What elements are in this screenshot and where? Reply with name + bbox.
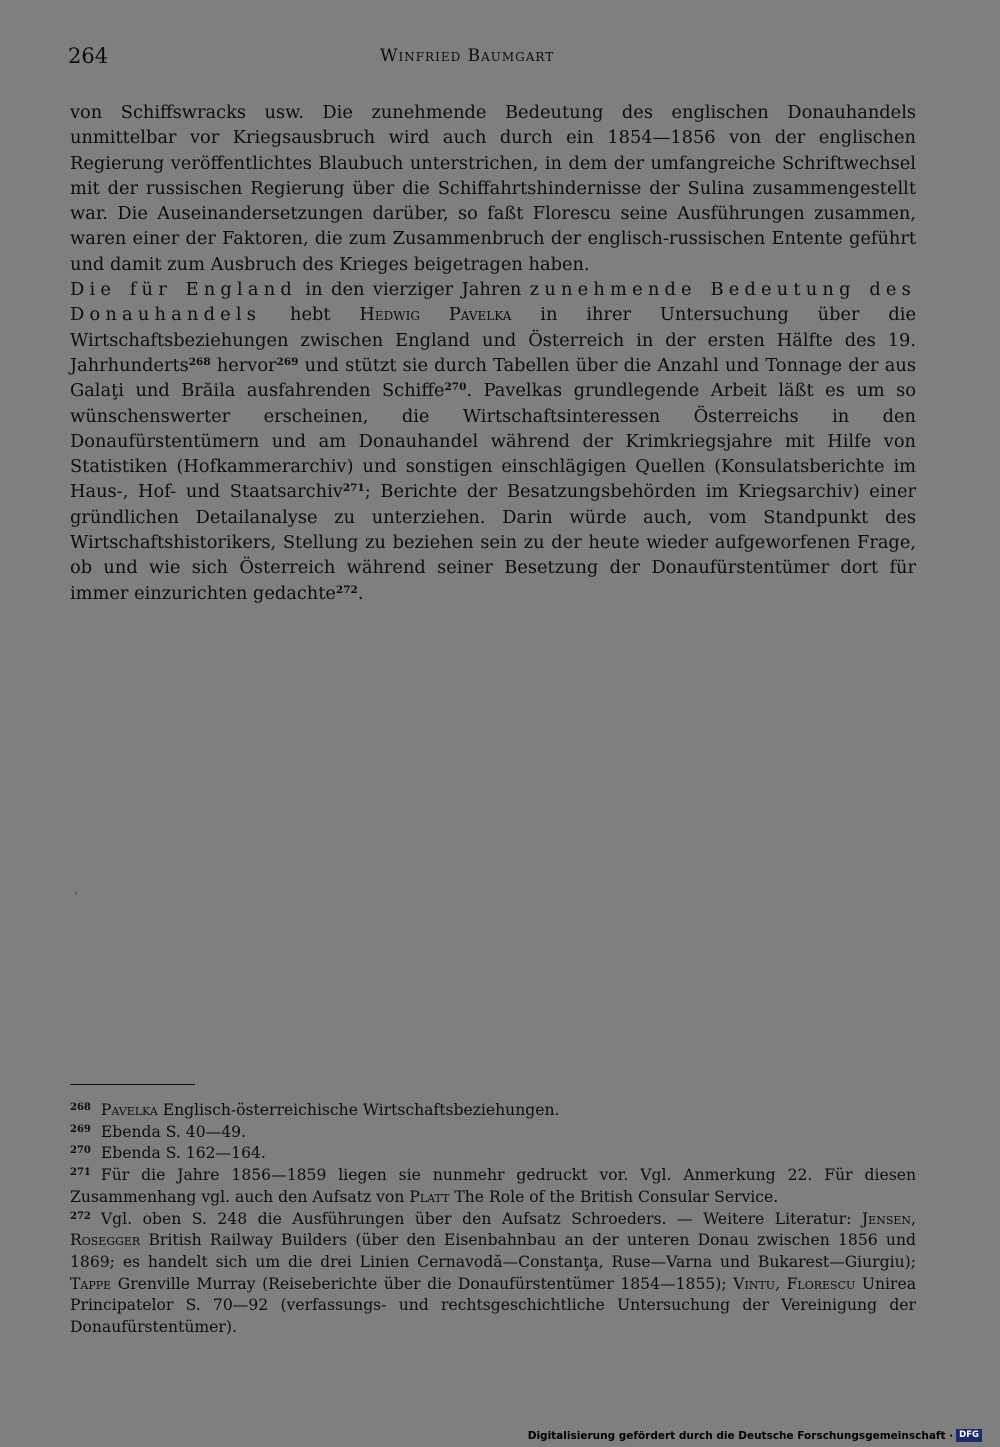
footnote-271 (70, 1165, 916, 1208)
footnote-number: 271 (70, 1167, 91, 1179)
text-run: in den vierziger Jahren (296, 279, 530, 301)
text-run: in ihrer Untersuchung über die Wirtschaftsbeziehungen zwischen England und Österreich in der ersten Hälfte des 19. Jahrhunderts (70, 304, 916, 376)
author-name: Vintu (733, 1274, 776, 1293)
author-name: Tappe (70, 1274, 112, 1293)
footnote-text: Ebenda S. 40—49. (100, 1122, 247, 1141)
page-number: 264 (68, 44, 109, 68)
text-run: ; Berichte der Besatzungsbehörden im Kriegsarchiv) einer gründlichen Detailanalyse zu unterziehen. Darin würde auch, vom Standpunkt des Wirtschaftshistorikers, Stellung zu beziehen sein zu der heute wieder aufgeworfenen Frage, ob und wie sich Österreich während seiner Besetzung der Donaufürstentümer dort für immer einzurichten gedachte (70, 481, 916, 604)
footnote-text: , (911, 1209, 916, 1228)
author-name: Pavelka (100, 1101, 158, 1119)
footnote-ref-271: 271 (342, 482, 365, 495)
footnote-text: , (775, 1274, 787, 1293)
dfg-logo: DFG (956, 1429, 982, 1442)
text-run: hervor (210, 354, 277, 376)
footnote-ref-268: 268 (188, 355, 211, 368)
footnote-269 (70, 1122, 916, 1144)
footnote-text: The Role of the British Consular Service. (449, 1187, 779, 1206)
footnote-number: 268 (70, 1102, 91, 1113)
author-name: Florescu (786, 1274, 856, 1293)
author-name: Rosegger (70, 1231, 141, 1250)
text-run: und stützt sie durch Tabellen über die Anzahl und Tonnage der aus Galaţi und Brăila ausfahrenden Schiffe (70, 354, 916, 402)
footnote-text: Englisch-österreichische Wirtschaftsbeziehungen. (157, 1101, 560, 1119)
digitization-credit (528, 1429, 982, 1442)
footnotes (70, 1100, 916, 1339)
footnote-270 (70, 1143, 916, 1165)
main-text (70, 100, 916, 606)
spaced-phrase: zunehmende Bedeutung des Donauhandels (70, 279, 916, 326)
author-name: Jensen (861, 1209, 912, 1228)
footnote-268 (70, 1100, 916, 1122)
footnote-number: 272 (70, 1210, 91, 1222)
stray-mark: ˋ (74, 893, 79, 904)
author-name: Platt (409, 1187, 450, 1206)
footnote-ref-272: 272 (335, 583, 358, 596)
text-run: . (357, 582, 364, 604)
text-run: . Pavelkas grundlegende Arbeit läßt es um so wünschenswerter erscheinen, die Wirtschaftsinteressen Österreichs in den Donaufürstentümern und am Donauhandel während der Krimkriegsjahre mit Hilfe von Statistiken (Hofkammerarchiv) und sonstigen einschlägigen Quellen (Konsulatsberichte im Haus-, Hof- und Staatsarchiv (70, 380, 916, 503)
footnote-number: 269 (70, 1123, 91, 1135)
footnote-text: Vgl. oben S. 248 die Ausführungen über den Aufsatz Schroeders. — Weitere Literatur: (100, 1209, 862, 1228)
paragraph-2 (70, 277, 916, 606)
text-run: hebt (261, 304, 360, 326)
footnote-text: Grenville Murray (Reiseberichte über die Donaufürstentümer 1854—1855); (111, 1274, 734, 1293)
credit-text: Digitalisierung gefördert durch die Deutsche Forschungsgemeinschaft · (527, 1429, 954, 1442)
footnote-rule (70, 1084, 195, 1085)
footnote-ref-269: 269 (276, 355, 299, 368)
author-name: Hedwig Pavelka (359, 304, 512, 326)
footnote-ref-270: 270 (444, 381, 467, 394)
running-head: Winfried Baumgart (380, 46, 555, 66)
paragraph-1: von Schiffswracks usw. Die zunehmende Bedeutung des englischen Donauhandels unmittelbar vor Kriegsausbruch wird auch durch ein 1854—1856 von der englischen Regierung veröffentlichtes Blaubuch unterstrichen, in dem der umfangreiche Schriftwechsel mit der russischen Regierung über die Schiffahrtshindernisse der Sulina zusammengestellt war. Die Auseinandersetzungen darüber, so faßt Florescu seine Ausführungen zusammen, waren einer der Faktoren, die zum Zusammenbruch der englisch-russischen Entente geführt und damit zum Ausbruch des Krieges beigetragen haben. (70, 102, 916, 275)
footnote-text: Unirea Principatelor S. 70—92 (verfassungs- und rechtsgeschichtliche Untersuchung der Vereinigung der Donaufürstentümer). (70, 1274, 917, 1337)
footnote-number: 270 (70, 1145, 91, 1157)
footnote-text: Für die Jahre 1856—1859 liegen sie nunmehr gedruckt vor. Vgl. Anmerkung 22. Für diesen Zusammenhang vgl. auch den Aufsatz von (70, 1166, 916, 1206)
spaced-phrase: Die für England (70, 279, 297, 301)
footnote-text: British Railway Builders (über den Eisenbahnbau an der unteren Donau zwischen 1856 und 1869; es handelt sich um die drei Linien Cernavodă—Constanţa, Ruse—Varna und Bukarest—Giurgiu); (70, 1231, 916, 1271)
footnote-text: Ebenda S. 162—164. (100, 1144, 266, 1163)
footnote-272 (70, 1209, 916, 1339)
